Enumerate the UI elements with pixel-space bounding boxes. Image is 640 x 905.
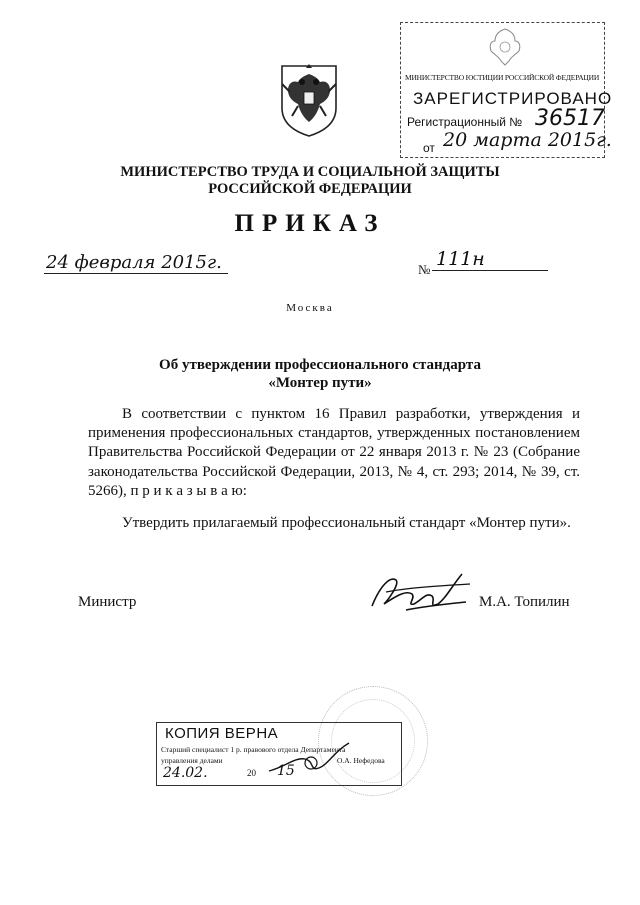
copy-stamp-title: КОПИЯ ВЕРНА bbox=[165, 725, 279, 742]
stamp-ministry-text: МИНИСТЕРСТВО ЮСТИЦИИ РОССИЙСКОЙ ФЕДЕРАЦИИ bbox=[405, 73, 600, 82]
registration-stamp bbox=[400, 22, 613, 158]
copy-stamp-year: 15 bbox=[277, 763, 295, 779]
signatory-name: М.А. Топилин bbox=[479, 594, 570, 610]
copy-stamp-date: 24.02. bbox=[163, 765, 208, 781]
copy-stamp-position-line-1: Старший специалист 1 р. правового отдела Департамента bbox=[161, 745, 346, 754]
copy-stamp-signature bbox=[265, 737, 355, 777]
ministry-line-1: МИНИСТЕРСТВО ТРУДА И СОЦИАЛЬНОЙ ЗАЩИТЫ bbox=[120, 164, 500, 180]
copy-stamp-position-line-2: управления делами bbox=[161, 756, 223, 765]
subject-line-1: Об утверждении профессионального стандарта bbox=[159, 357, 481, 373]
order-date: 24 февраля 2015г. bbox=[44, 252, 228, 274]
minister-signature bbox=[366, 566, 478, 620]
order-number-label: № bbox=[418, 262, 431, 277]
order-city: Москва bbox=[286, 302, 334, 314]
approve-statement: Утвердить прилагаемый профессиональный стандарт «Монтер пути». bbox=[122, 515, 571, 531]
copy-stamp-year-prefix: 20 bbox=[247, 768, 256, 778]
copy-stamp-signer: О.А. Нефедова bbox=[337, 756, 385, 765]
stamp-registration-number: 36517 bbox=[535, 106, 605, 131]
document-type-heading: ПРИКАЗ bbox=[234, 210, 386, 237]
signatory-position: Министр bbox=[78, 594, 137, 610]
coat-of-arms-emblem bbox=[276, 62, 342, 138]
stamp-number-label: Регистрационный № bbox=[407, 115, 523, 129]
stamp-date-label: от bbox=[423, 141, 435, 155]
ministry-title bbox=[120, 164, 500, 198]
order-number: 111н bbox=[432, 248, 548, 271]
copy-certification-stamp bbox=[156, 722, 402, 786]
body-paragraph: В соответствии с пунктом 16 Правил разработки, утверждения и применения профессиональных стандартов, утвержденных постановлением Правительства Российской Федерации от 22 января 2013 г. № 23 (Собрание законодательства Российской Федерации, 2013, № 4, ст. 293; 2014, № 39, ст. 5266), п р и к а з ы в а ю: bbox=[88, 406, 580, 499]
ministry-line-2: РОССИЙСКОЙ ФЕДЕРАЦИИ bbox=[208, 181, 412, 197]
stamp-registered-title: ЗАРЕГИСТРИРОВАНО bbox=[413, 89, 613, 108]
order-subject bbox=[100, 356, 540, 392]
subject-line-2: «Монтер пути» bbox=[268, 375, 372, 391]
stamp-registration-date: 20 марта 2015г. bbox=[443, 129, 612, 151]
stamp-emblem-icon bbox=[487, 25, 523, 69]
